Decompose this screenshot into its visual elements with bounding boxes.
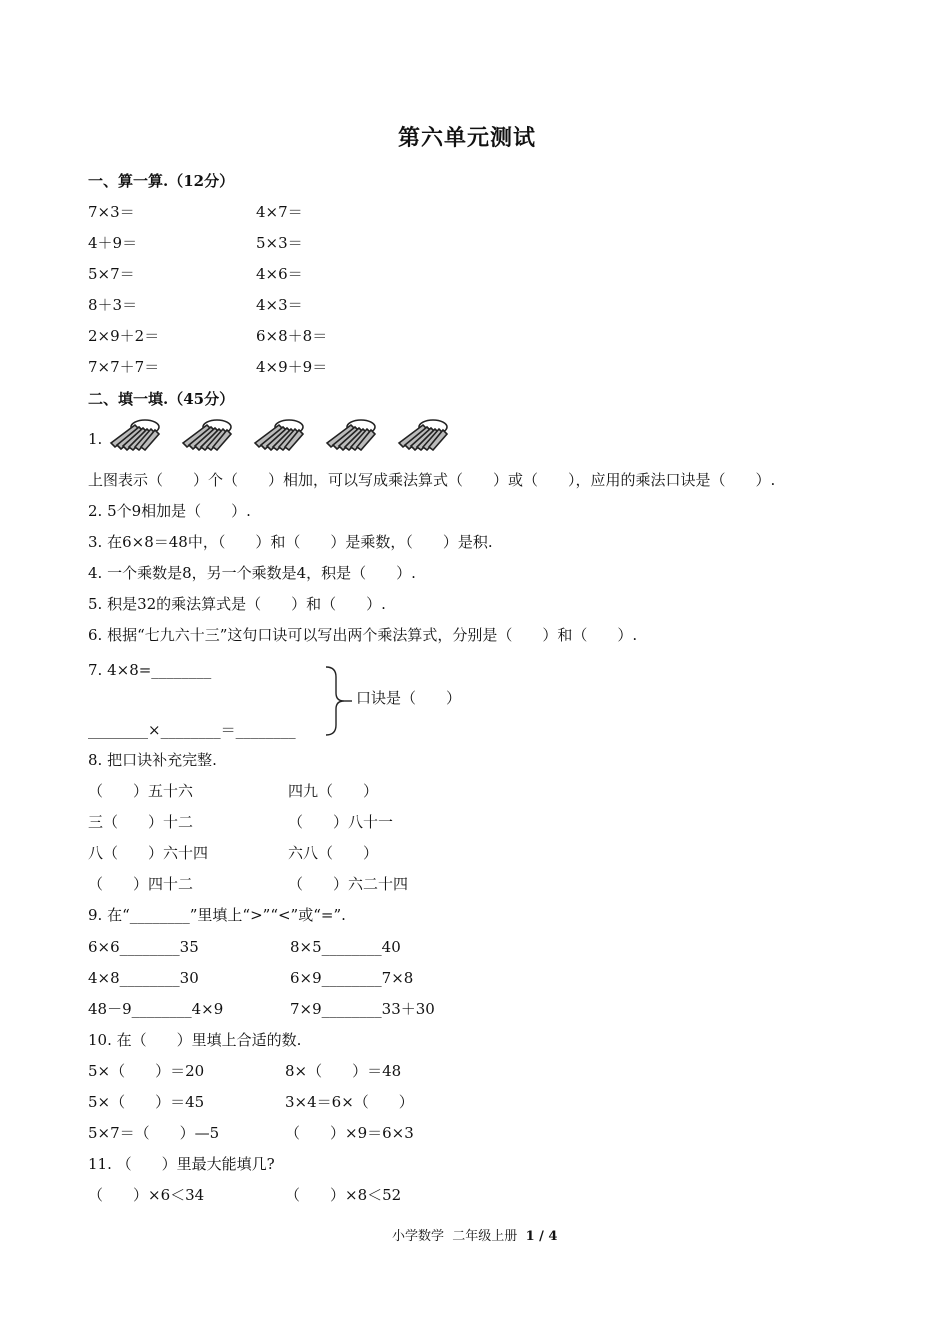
footer-grade: 二年级上册: [452, 1229, 518, 1244]
section1-heading: 一、算一算.（12分）: [88, 172, 235, 190]
mnemonic-item: （ ）四十二: [88, 875, 194, 893]
max-fill-item: （ ）×8＜52: [285, 1186, 402, 1204]
calc-item: 7×7＋7＝: [88, 358, 160, 376]
question-7-line1: 7. 4×8=________: [88, 661, 212, 679]
key-groups-picture: [105, 417, 453, 451]
compare-item: 7×9________33＋30: [290, 1000, 435, 1018]
compare-item: 6×6________35: [88, 938, 199, 956]
question-11: 11. （ ）里最大能填几?: [88, 1155, 275, 1173]
mnemonic-item: 四九（ ）: [288, 782, 379, 800]
question-10: 10. 在（ ）里填上合适的数.: [88, 1031, 302, 1049]
fill-item: 5×7＝（ ）—5: [88, 1124, 220, 1142]
calc-item: 4＋9＝: [88, 234, 138, 252]
question-7-mnemonic: 口诀是（ ）: [356, 689, 462, 707]
footer-subject: 小学数学: [392, 1229, 445, 1244]
key-bunch-icon: [321, 417, 381, 451]
calc-item: 4×9＋9＝: [256, 358, 328, 376]
question-4: 4. 一个乘数是8，另一个乘数是4，积是（ ）.: [88, 564, 416, 582]
calc-item: 8＋3＝: [88, 296, 138, 314]
mnemonic-item: 三（ ）十二: [88, 813, 194, 831]
q1-number: 1.: [88, 430, 103, 448]
question-3: 3. 在6×8＝48中，（ ）和（ ）是乘数，（ ）是积.: [88, 533, 493, 551]
key-bunch-icon: [393, 417, 453, 451]
mnemonic-item: （ ）六二十四: [288, 875, 409, 893]
fill-item: 5×（ ）＝20: [88, 1062, 205, 1080]
key-bunch-icon: [249, 417, 309, 451]
page-footer: [392, 1227, 557, 1247]
question-1: 上图表示（ ）个（ ）相加，可以写成乘法算式（ ）或（ ），应用的乘法口诀是（ ）.: [88, 471, 776, 489]
calc-item: 5×3＝: [256, 234, 303, 252]
fill-item: 8×（ ）＝48: [285, 1062, 402, 1080]
mnemonic-item: （ ）八十一: [288, 813, 394, 831]
compare-item: 8×5________40: [290, 938, 401, 956]
compare-item: 4×8________30: [88, 969, 199, 987]
calc-item: 6×8＋8＝: [256, 327, 328, 345]
max-fill-item: （ ）×6＜34: [88, 1186, 205, 1204]
calc-item: 4×6＝: [256, 265, 303, 283]
key-bunch-icon: [105, 417, 165, 451]
mnemonic-item: 八（ ）六十四: [88, 844, 209, 862]
page-title: 第六单元测试: [398, 125, 537, 151]
footer-page-number: 1 / 4: [525, 1229, 558, 1244]
key-bunch-icon: [177, 417, 237, 451]
calc-item: 2×9＋2＝: [88, 327, 160, 345]
question-2: 2. 5个9相加是（ ）.: [88, 502, 251, 520]
calc-item: 5×7＝: [88, 265, 135, 283]
question-7-line2: ________×________＝________: [88, 721, 296, 739]
mnemonic-item: （ ）五十六: [88, 782, 194, 800]
mnemonic-item: 六八（ ）: [288, 844, 379, 862]
calc-item: 4×7＝: [256, 203, 303, 221]
compare-item: 6×9________7×8: [290, 969, 414, 987]
question-9: 9. 在“________”里填上“>”“<”或“=”.: [88, 906, 346, 924]
question-6: 6. 根据“七九六十三”这句口诀可以写出两个乘法算式，分别是（ ）和（ ）.: [88, 626, 638, 644]
compare-item: 48－9________4×9: [88, 1000, 224, 1018]
fill-item: 3×4＝6×（ ）: [285, 1093, 414, 1111]
fill-item: 5×（ ）＝45: [88, 1093, 205, 1111]
question-5: 5. 积是32的乘法算式是（ ）和（ ）.: [88, 595, 386, 613]
curly-brace-icon: [322, 665, 352, 737]
calc-item: 4×3＝: [256, 296, 303, 314]
question-8: 8. 把口诀补充完整.: [88, 751, 217, 769]
calc-item: 7×3＝: [88, 203, 135, 221]
fill-item: （ ）×9＝6×3: [285, 1124, 414, 1142]
section2-heading: 二、填一填.（45分）: [88, 390, 235, 408]
